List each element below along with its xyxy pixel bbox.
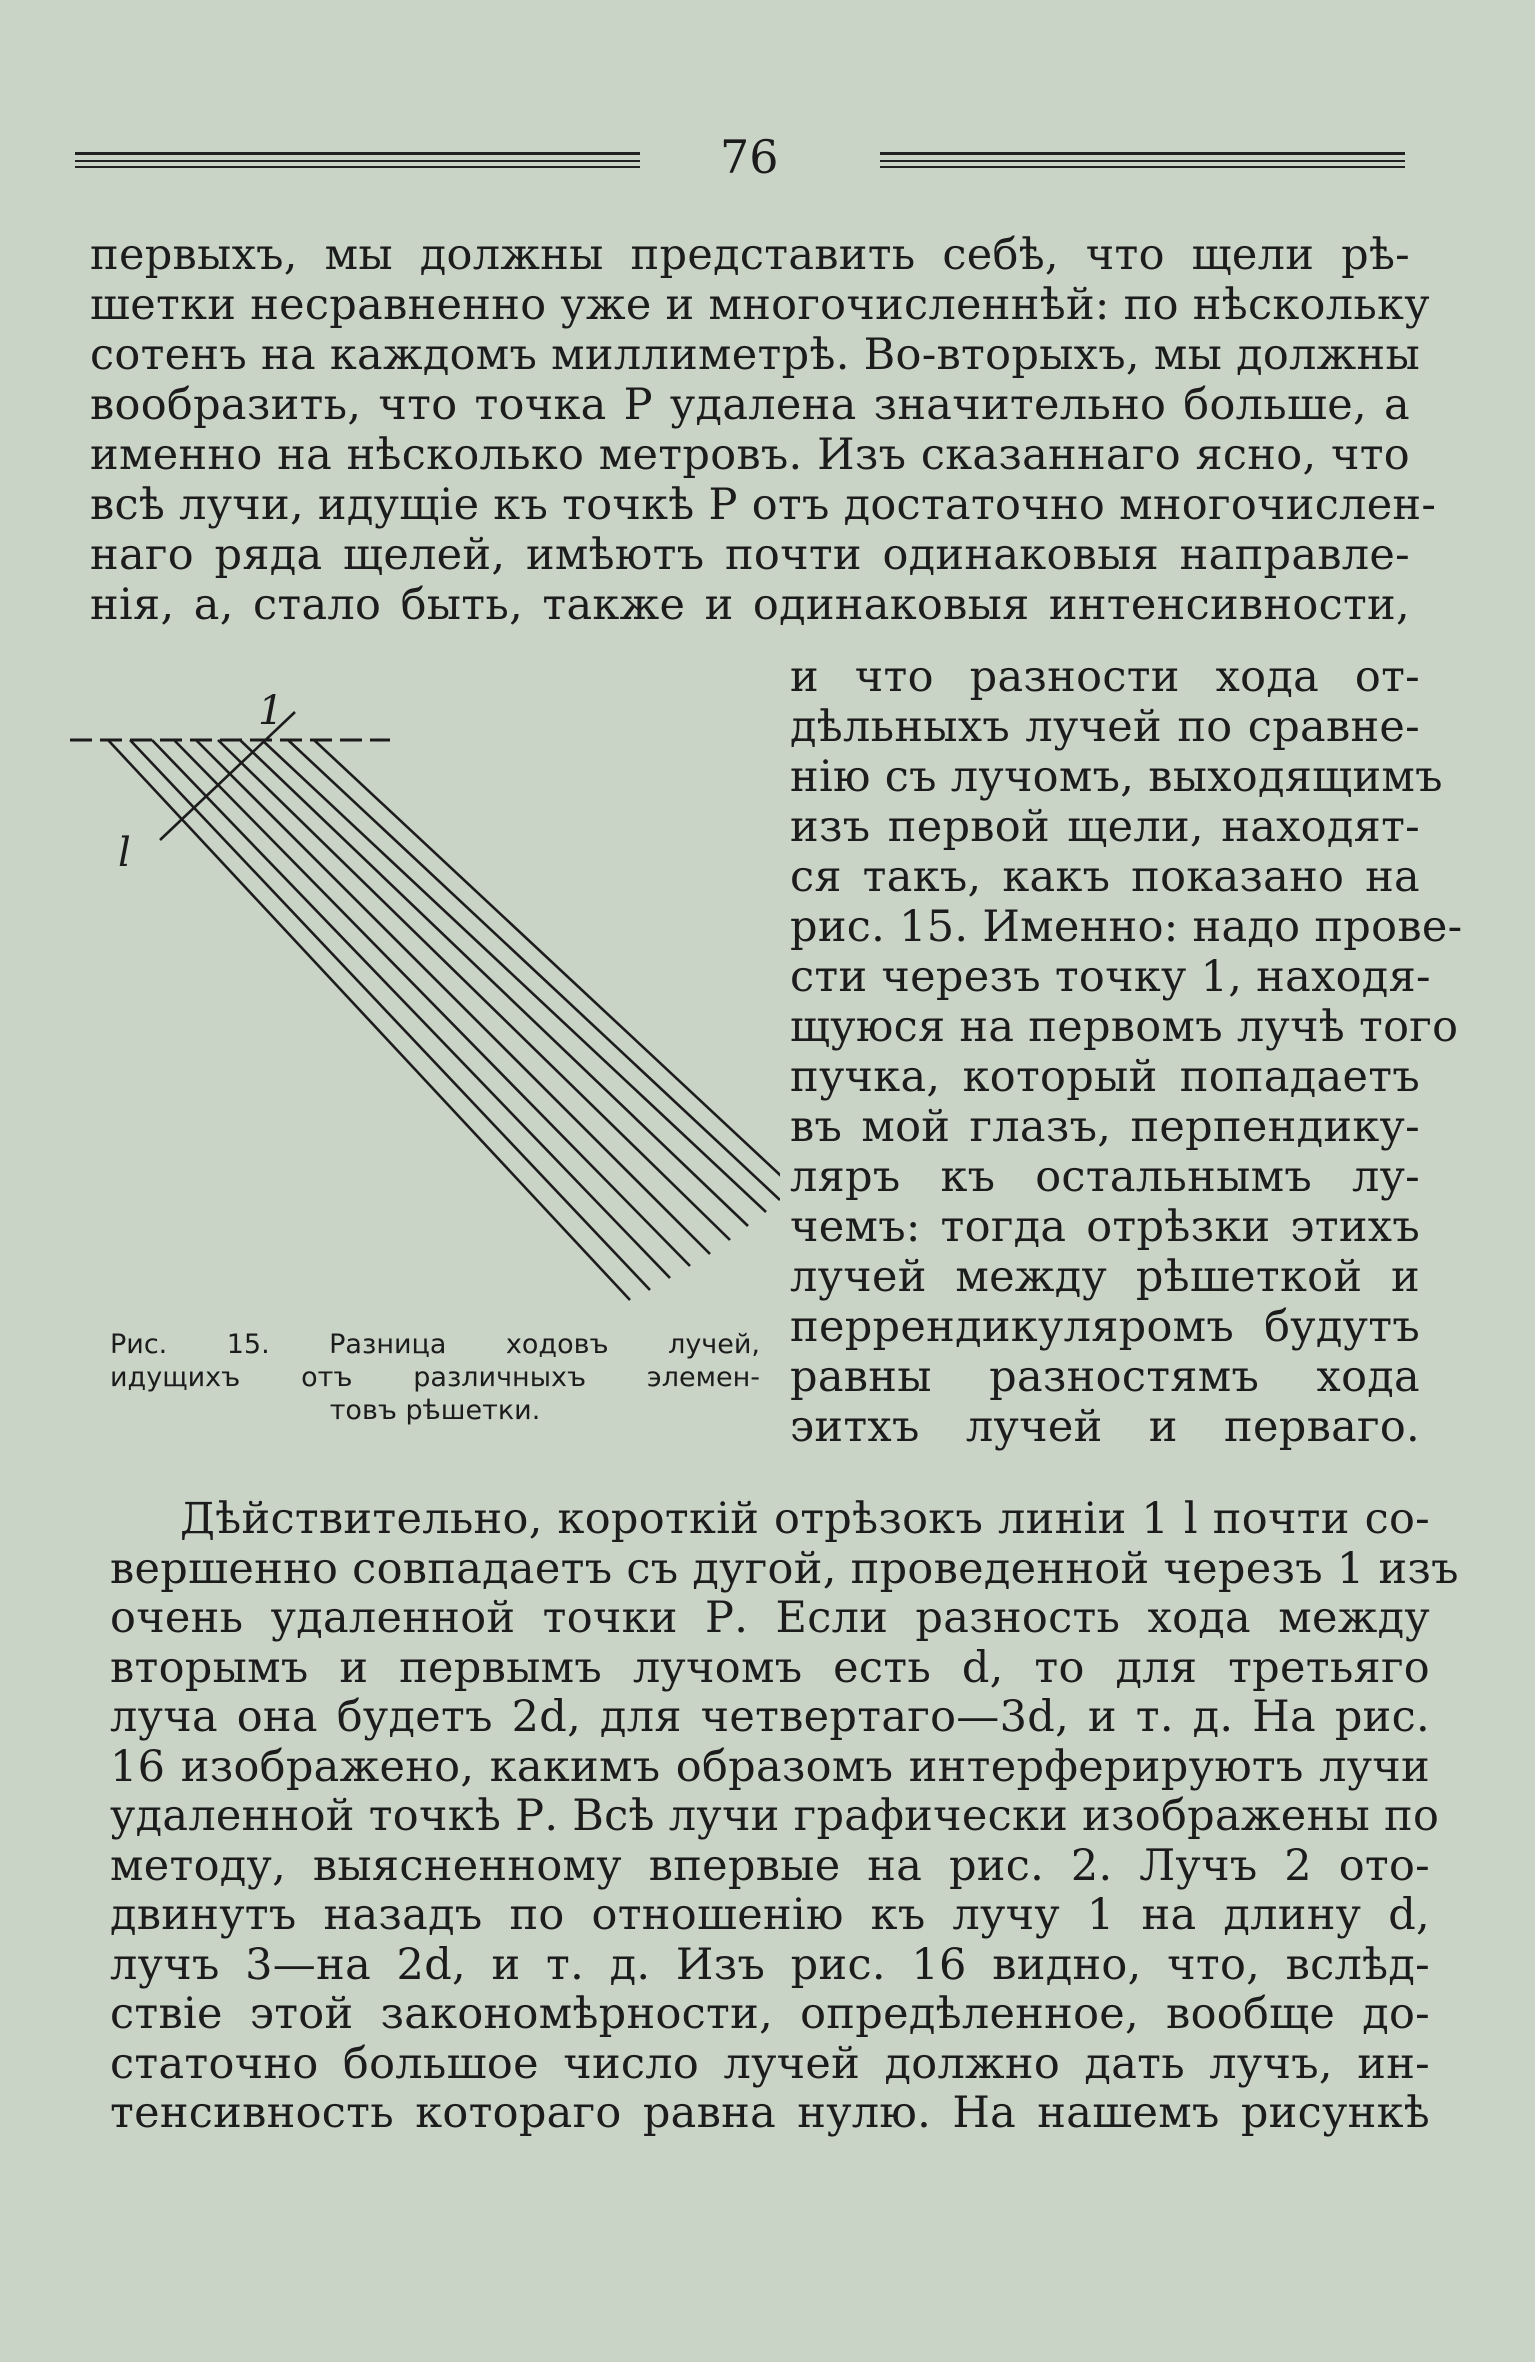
ray-9 xyxy=(288,740,780,1200)
caption-line: товъ рѣшетки. xyxy=(329,1395,541,1426)
text-line: тенсивность котораго равна нулю. На нашемъ рисункѣ xyxy=(110,2088,1430,2138)
text-line: сти черезъ точку 1, находя- xyxy=(790,952,1431,1002)
ray-8 xyxy=(262,740,766,1212)
text-line: ствіе этой закономѣрности, опредѣленное, вообще до- xyxy=(110,1989,1430,2039)
text-line: и что разности хода от- xyxy=(790,652,1420,702)
text-line: луча она будетъ 2d, для четвертаго—3d, и т. д. На рис. xyxy=(110,1692,1430,1742)
text-line: вершенно совпадаетъ съ дугой, проведенной черезъ 1 изъ xyxy=(110,1543,1459,1594)
header-rule-right xyxy=(880,152,1405,155)
text-line: методу, выясненному впервые на рис. 2. Лучъ 2 ото- xyxy=(110,1840,1430,1891)
label-point-1: 1 xyxy=(258,688,284,734)
rays xyxy=(108,740,780,1300)
text-line: первыхъ, мы должны представить себѣ, что щели рѣ- xyxy=(90,230,1410,280)
text-line: пучка, который попадаетъ xyxy=(790,1052,1420,1102)
paragraph-side xyxy=(790,652,1463,1452)
text-line: именно на нѣсколько метровъ. Изъ сказаннаго ясно, что xyxy=(90,430,1410,480)
caption-line: идущихъ отъ различныхъ элемен- xyxy=(110,1362,760,1393)
text-line: щуюся на первомъ лучѣ того xyxy=(790,1002,1459,1052)
caption-line: Рис. 15. Разница ходовъ лучей, xyxy=(110,1329,760,1360)
ray-6 xyxy=(218,740,730,1240)
page-number: 76 xyxy=(720,130,779,184)
text-line: двинутъ назадъ по отношенію къ лучу 1 на длину d, xyxy=(110,1890,1430,1940)
text-line: ляръ къ остальнымъ лу- xyxy=(790,1152,1420,1202)
text-line: дѣльныхъ лучей по сравне- xyxy=(790,702,1420,752)
text-line: ся такъ, какъ показано на xyxy=(790,852,1420,902)
text-line: нію съ лучомъ, выходящимъ xyxy=(790,752,1443,802)
text-line: вообразить, что точка Р удалена значительно больше, а xyxy=(90,380,1410,430)
header-rule-left xyxy=(75,152,640,155)
text-line: удаленной точкѣ Р. Всѣ лучи графически изображены по xyxy=(110,1791,1440,1841)
text-line: эитхъ лучей и перваго. xyxy=(790,1402,1420,1452)
figure-15 xyxy=(60,688,780,1340)
text-line: Дѣйствительно, короткій отрѣзокъ линіи 1 l почти со- xyxy=(180,1494,1430,1544)
text-line: наго ряда щелей, имѣютъ почти одинаковыя направле- xyxy=(90,530,1410,580)
text-line: въ мой глазъ, перпендику- xyxy=(790,1102,1420,1152)
ray-3 xyxy=(152,740,670,1278)
paragraph-top xyxy=(90,230,1437,630)
page-header xyxy=(70,130,1410,190)
text-line: сотенъ на каждомъ миллиметрѣ. Во-вторыхъ, мы должны xyxy=(90,330,1420,380)
figure-caption xyxy=(110,1328,760,1427)
text-line: изъ первой щели, находят- xyxy=(790,802,1420,852)
ray-2 xyxy=(130,740,650,1290)
text-line: лучей между рѣшеткой и xyxy=(790,1252,1420,1302)
text-line: всѣ лучи, идущіе къ точкѣ Р отъ достаточно многочислен- xyxy=(90,480,1437,530)
paragraph-bottom xyxy=(110,1494,1459,2139)
text-line: лучъ 3—на 2d, и т. д. Изъ рис. 16 видно, что, вслѣд- xyxy=(110,1939,1430,1990)
text-line: очень удаленной точки Р. Если разность хода между xyxy=(110,1593,1430,1643)
ray-5 xyxy=(196,740,710,1254)
text-line: чемъ: тогда отрѣзки этихъ xyxy=(790,1202,1420,1252)
text-line: нія, а, стало быть, также и одинаковыя интенсивности, xyxy=(90,580,1410,630)
text-line: 16 изображено, какимъ образомъ интерферируютъ лучи xyxy=(110,1741,1430,1792)
text-line: рис. 15. Именно: надо прове- xyxy=(790,902,1463,952)
label-point-l: l xyxy=(118,830,131,876)
text-line: вторымъ и первымъ лучомъ есть d, то для третьяго xyxy=(110,1642,1430,1693)
text-line: статочно большое число лучей должно дать лучъ, ин- xyxy=(110,2038,1430,2089)
grating-diagram xyxy=(60,700,780,1340)
text-line: перрендикуляромъ будутъ xyxy=(790,1302,1420,1352)
text-line: равны разностямъ хода xyxy=(790,1352,1420,1402)
text-line: шетки несравненно уже и многочисленнѣй: по нѣскольку xyxy=(90,280,1430,330)
ray-1 xyxy=(108,740,630,1300)
ray-4 xyxy=(174,740,690,1266)
